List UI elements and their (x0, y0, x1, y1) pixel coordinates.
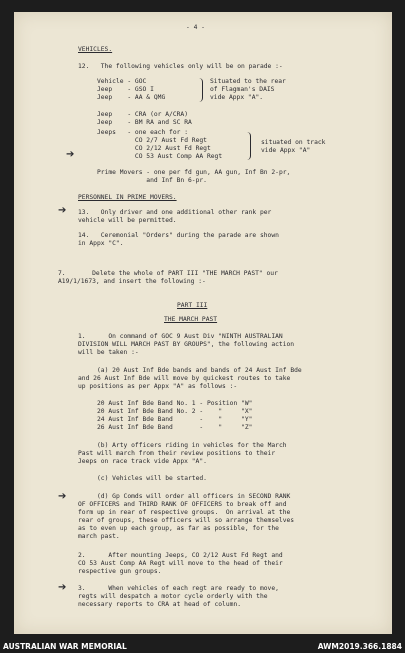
march-past-heading: THE MARCH PAST (164, 316, 218, 323)
footer-source: AUSTRALIAN WAR MEMORIAL (3, 642, 127, 651)
vehicle-row: CO 2/12 Aust Fd Regt (97, 145, 211, 152)
arrow-annotation-icon: ➔ (66, 149, 75, 160)
para-2-line: CO 53 Aust Comp AA Regt will move to the head of their (78, 560, 283, 567)
vehicle-note: situated on track (261, 139, 326, 146)
para-d-line: OF OFFICERS and THIRD RANK OF OFFICERS to break off and (78, 501, 287, 508)
footer-bar (0, 641, 405, 653)
para-b-line: Past will march from their review positions to their (78, 450, 276, 457)
vehicle-note: vide Appx "A". (210, 94, 264, 101)
item-12: 12. The following vehicles only will be on parade :- (78, 63, 283, 70)
vehicle-row: Jeep - GSO I (97, 86, 154, 93)
item-14-line: 14. Ceremonial "Orders" during the parade are shown (78, 232, 279, 239)
prime-movers-line: Prime Movers - one per fd gun, AA gun, Inf Bn 2-pr, (97, 169, 291, 176)
para-d-line: form up in rear of respective groups. On arrival at the (78, 509, 291, 516)
footer-accession-number: AWM2019.366.1884 (317, 642, 402, 651)
vehicle-row: Jeep - AA & QMG (97, 94, 166, 101)
vehicle-row: Jeep - BM RA and SC RA (97, 119, 192, 126)
para-a-line: and 26 Aust Inf Bde will move by quickest routes to take (78, 375, 291, 382)
vehicle-note: of Flagman's DAIS (210, 86, 275, 93)
para-1-line: DIVISION WILL MARCH PAST BY GROUPS", the following action (78, 341, 295, 348)
vehicle-note: vide Appx "A" (261, 147, 311, 154)
item-13-line: vehicle will be permitted. (78, 217, 177, 224)
brace (198, 78, 203, 102)
vehicle-row: Vehicle - GOC (97, 78, 147, 85)
item-7-line: A19/1/1673, and insert the following :- (58, 278, 206, 285)
para-c-line: (c) Vehicles will be started. (97, 475, 207, 482)
personnel-heading: PERSONNEL IN PRIME MOVERS. (78, 194, 177, 201)
para-3-line: regts will despatch a motor cycle orderly with the (78, 593, 268, 600)
document-page (14, 12, 392, 634)
para-2-line: respective gun groups. (78, 568, 162, 575)
vehicle-row: CO 53 Aust Comp AA Regt (97, 153, 223, 160)
band-row: 20 Aust Inf Bde Band No. 2 - " "X" (97, 408, 253, 415)
arrow-annotation-icon: ➔ (58, 491, 67, 502)
para-1-line: 1. On command of GOC 9 Aust Div "NINTH AUSTRALIAN (78, 333, 283, 340)
item-14-line: in Appx "C". (78, 240, 124, 247)
para-a-line: up positions as per Appx "A" as follows :- (78, 383, 238, 390)
para-a-line: (a) 20 Aust Inf Bde bands and bands of 24 Aust Inf Bde (97, 367, 302, 374)
para-3-line: 3. When vehicles of each regt are ready to move, (78, 585, 279, 592)
para-d-line: as to even up each group, as far as possible, for the (78, 525, 279, 532)
band-row: 26 Aust Inf Bde Band - " "Z" (97, 424, 253, 431)
vehicle-row: CO 2/7 Aust Fd Regt (97, 137, 207, 144)
arrow-annotation-icon: ➔ (58, 205, 67, 216)
brace (246, 132, 251, 160)
band-row: 20 Aust Inf Bde Band No. 1 - Position "W" (97, 400, 253, 407)
item-7-line: 7. Delete the whole of PART III "THE MARCH PAST" our (58, 270, 278, 277)
para-3-line: necessary reports to CRA at head of column. (78, 601, 242, 608)
prime-movers-line: and Inf Bn 6-pr. (97, 177, 207, 184)
para-2-line: 2. After mounting Jeeps, CO 2/12 Aust Fd Regt and (78, 552, 283, 559)
para-d-line: rear of groups, these officers will so arrange themselves (78, 517, 295, 524)
vehicle-row: Jeep - CRA (or A/CRA) (97, 111, 188, 118)
para-1-line: will be taken :- (78, 349, 139, 356)
vehicle-row: Jeeps - one each for : (97, 129, 188, 136)
para-d-line: march past. (78, 533, 120, 540)
para-b-line: (b) Arty officers riding in vehicles for the March (97, 442, 287, 449)
vehicles-heading: VEHICLES. (78, 46, 113, 53)
band-row: 24 Aust Inf Bde Band - " "Y" (97, 416, 253, 423)
part-3-heading: PART III (177, 302, 208, 309)
page-number: - 4 - (186, 24, 205, 31)
para-b-line: Jeeps on race track vide Appx "A". (78, 458, 207, 465)
para-d-line: (d) Gp Comds will order all officers in SECOND RANK (97, 493, 291, 500)
arrow-annotation-icon: ➔ (58, 582, 67, 593)
vehicle-note: Situated to the rear (210, 78, 286, 85)
item-13-line: 13. Only driver and one additional other rank per (78, 209, 272, 216)
